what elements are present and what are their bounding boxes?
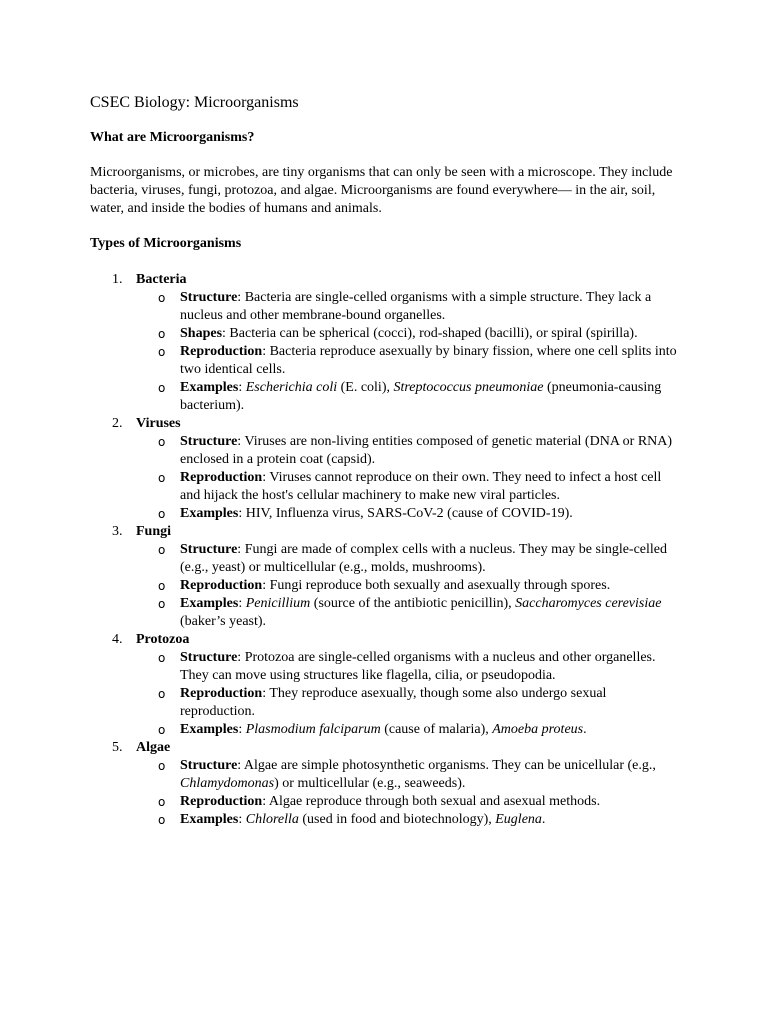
detail-item-structure [136, 649, 680, 685]
example-name: Escherichia coli [245, 380, 338, 395]
detail-text: Viruses are non-living entities composed of genetic material (DNA or RNA) enclosed in a protein coat (capsid). [180, 434, 673, 467]
document-title: CSEC Biology: Microorganisms [90, 94, 299, 111]
example-name: Penicillium [245, 596, 311, 611]
example-name: Streptococcus pneumoniae [393, 380, 544, 395]
bullet-glyph: o [158, 795, 166, 809]
detail-separator: : [262, 470, 270, 485]
bullet-glyph: o [158, 579, 166, 593]
detail-text: Fungi reproduce both sexually and asexually through spores. [269, 578, 611, 593]
detail-item-examples [136, 811, 680, 829]
type-name: Algae [136, 740, 171, 755]
list-number: 1. [112, 272, 123, 287]
example-note: (E. coli), [337, 380, 394, 395]
detail-separator: : [237, 650, 245, 665]
detail-separator: : [222, 326, 230, 341]
bullet-glyph: o [158, 813, 166, 827]
detail-text: They reproduce asexually, though some also undergo sexual reproduction. [180, 686, 607, 719]
type-item-bacteria [90, 271, 680, 415]
detail-text: Viruses cannot reproduce on their own. They need to infect a host cell and hijack the host's cellular machinery to make new viral particles. [180, 470, 662, 503]
bullet-glyph: o [158, 687, 166, 701]
detail-text: Algae are simple photosynthetic organisms. They can be unicellular (e.g., [243, 758, 656, 773]
detail-label: Examples [180, 812, 239, 827]
example-name: Plasmodium falciparum [245, 722, 381, 737]
types-list [90, 271, 680, 829]
bullet-glyph: o [158, 381, 166, 395]
detail-label: Structure [180, 290, 238, 305]
detail-text: Bacteria reproduce asexually by binary fission, where one cell splits into two identical cells. [180, 344, 677, 377]
detail-separator: : [262, 344, 270, 359]
detail-item-structure [136, 541, 680, 577]
example-note: . [583, 722, 587, 737]
detail-label: Structure [180, 542, 238, 557]
bullet-glyph: o [158, 435, 166, 449]
detail-item-structure [136, 433, 680, 469]
detail-separator: : [238, 596, 246, 611]
example-note: (pneumonia-causing bacterium). [180, 380, 662, 413]
detail-text: HIV, Influenza virus, SARS-CoV-2 (cause of COVID-19). [245, 506, 573, 521]
detail-item-examples [136, 379, 680, 415]
detail-item-structure [136, 757, 680, 793]
detail-label: Reproduction [180, 344, 263, 359]
detail-label: Structure [180, 758, 238, 773]
list-number: 2. [112, 416, 123, 431]
detail-item-examples [136, 505, 680, 523]
intro-heading: What are Microorganisms? [90, 130, 255, 145]
list-number: 5. [112, 740, 123, 755]
detail-separator: : [238, 506, 246, 521]
detail-item-reproduction [136, 469, 680, 505]
type-item-fungi [90, 523, 680, 631]
detail-separator: : [237, 290, 245, 305]
detail-label: Examples [180, 380, 239, 395]
type-item-viruses [90, 415, 680, 523]
detail-separator: : [237, 758, 244, 773]
detail-label: Examples [180, 596, 239, 611]
detail-separator: : [262, 794, 269, 809]
example-name: Chlorella [245, 812, 299, 827]
bullet-glyph: o [158, 471, 166, 485]
types-heading: Types of Microorganisms [90, 236, 242, 251]
detail-text: Fungi are made of complex cells with a nucleus. They may be single-celled (e.g., yeast) or multicellular (e.g., molds, mushrooms). [180, 542, 668, 575]
detail-label: Examples [180, 506, 239, 521]
type-name: Fungi [136, 524, 172, 539]
detail-list [136, 289, 680, 415]
example-name: Euglena [495, 812, 542, 827]
bullet-glyph: o [158, 543, 166, 557]
detail-text: Bacteria are single-celled organisms with a simple structure. They lack a nucleus and other membrane-bound organelles. [180, 290, 652, 323]
detail-label: Structure [180, 434, 238, 449]
detail-label: Reproduction [180, 578, 263, 593]
type-name: Bacteria [136, 272, 187, 287]
bullet-glyph: o [158, 723, 166, 737]
type-name: Protozoa [136, 632, 190, 647]
detail-separator: : [262, 686, 270, 701]
example-name: Chlamydomonas [180, 776, 275, 791]
type-name: Viruses [136, 416, 181, 431]
detail-item-shapes [136, 325, 680, 343]
detail-separator: : [238, 722, 246, 737]
bullet-glyph: o [158, 291, 166, 305]
detail-separator: : [237, 542, 245, 557]
detail-label: Reproduction [180, 686, 263, 701]
detail-label: Shapes [180, 326, 223, 341]
detail-text: Protozoa are single-celled organisms with a nucleus and other organelles. They can move using structures like flagella, cilia, or pseudopodia. [180, 650, 656, 683]
detail-list [136, 649, 680, 739]
bullet-glyph: o [158, 651, 166, 665]
detail-item-reproduction [136, 793, 680, 811]
detail-separator: : [238, 380, 246, 395]
example-note: (baker’s yeast). [180, 614, 267, 629]
detail-separator: : [262, 578, 270, 593]
detail-label: Structure [180, 650, 238, 665]
detail-label: Reproduction [180, 794, 263, 809]
bullet-glyph: o [158, 345, 166, 359]
bullet-glyph: o [158, 759, 166, 773]
example-name: Amoeba proteus [492, 722, 584, 737]
bullet-glyph: o [158, 597, 166, 611]
detail-list [136, 757, 680, 829]
detail-item-examples [136, 595, 680, 631]
detail-item-reproduction [136, 343, 680, 379]
detail-list [136, 541, 680, 631]
detail-label: Examples [180, 722, 239, 737]
example-note: (cause of malaria), [380, 722, 493, 737]
detail-text: Algae reproduce through both sexual and asexual methods. [268, 794, 601, 809]
detail-label: Reproduction [180, 470, 263, 485]
bullet-glyph: o [158, 507, 166, 521]
type-item-algae [90, 739, 680, 829]
example-note: . [541, 812, 546, 827]
detail-item-examples [136, 721, 680, 739]
detail-item-reproduction [136, 685, 680, 721]
list-number: 4. [112, 632, 123, 647]
detail-text: Bacteria can be spherical (cocci), rod-shaped (bacilli), or spiral (spirilla). [229, 326, 638, 341]
detail-list [136, 433, 680, 523]
example-note: (used in food and biotechnology), [298, 812, 496, 827]
list-number: 3. [112, 524, 123, 539]
example-note: (source of the antibiotic penicillin), [310, 596, 516, 611]
document-page [90, 92, 680, 829]
detail-separator: : [238, 812, 246, 827]
detail-item-reproduction [136, 577, 680, 595]
detail-item-structure [136, 289, 680, 325]
detail-separator: : [237, 434, 245, 449]
bullet-glyph: o [158, 327, 166, 341]
detail-text: ) or multicellular (e.g., seaweeds). [274, 776, 466, 791]
intro-paragraph: Microorganisms, or microbes, are tiny organisms that can only be seen with a microscope. They include bacteria, viruses, fungi, protozoa, and algae. Microorganisms are found everywhere— in the air, soil, water, and inside the bodies of humans and animals. [90, 165, 673, 216]
type-item-protozoa [90, 631, 680, 739]
example-name: Saccharomyces cerevisiae [515, 596, 662, 611]
